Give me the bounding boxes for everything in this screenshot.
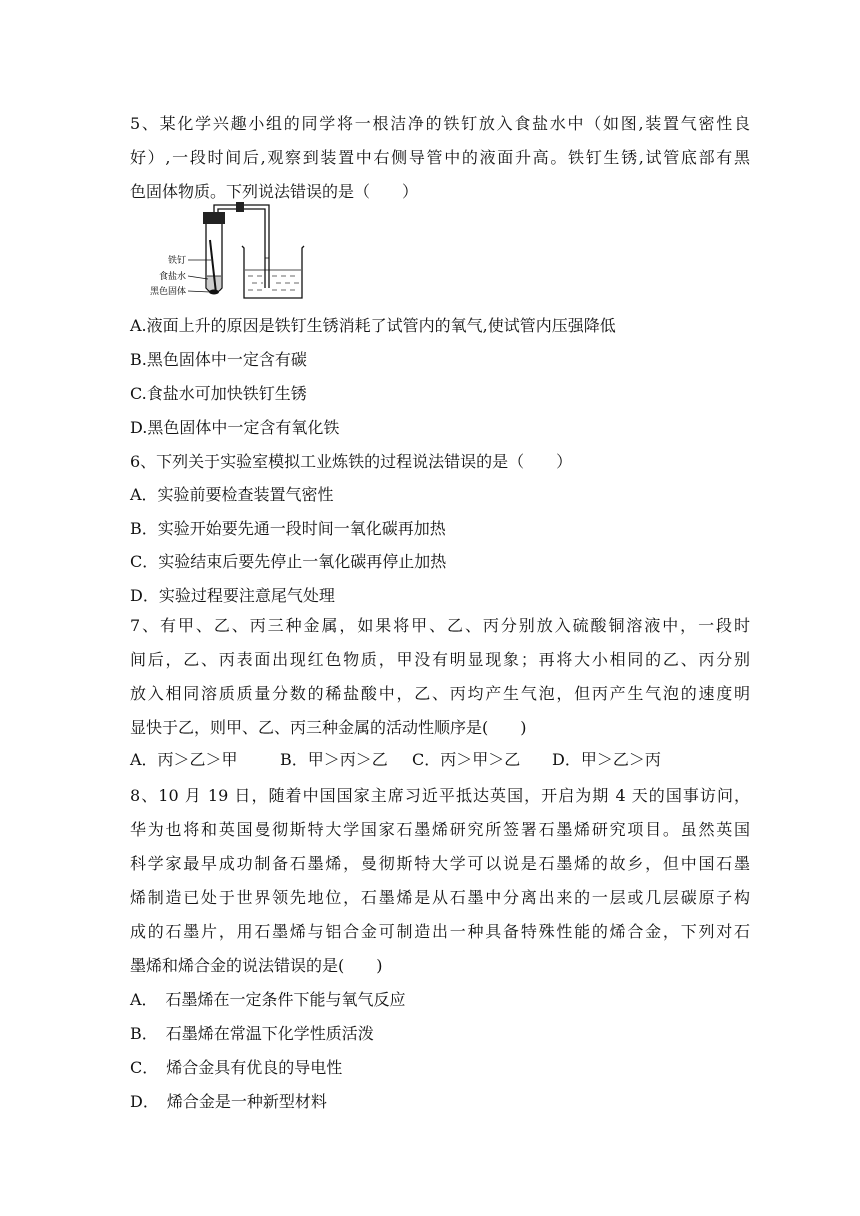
- q8-stem-line-4: 烯制造已处于世界领先地位，石墨烯是从石墨中分离出来的一层或几层碳原子构: [130, 888, 750, 907]
- q6-stem: 6、下列关于实验室模拟工业炼铁的过程说法错误的是（ ）: [130, 452, 573, 471]
- q5-stem-line-1: 5、某化学兴趣小组的同学将一根洁净的铁钉放入食盐水中（如图,装置气密性良: [130, 114, 750, 133]
- q8-stem-line-1: 8、10 月 19 日，随着中国国家主席习近平抵达英国，开启为期 4 天的国事访问，: [130, 786, 750, 805]
- q5-option-a: A.液面上升的原因是铁钉生锈消耗了试管内的氧气,使试管内压强降低: [130, 316, 616, 335]
- q7-stem-line-3: 放入相同溶质质量分数的稀盐酸中，乙、丙均产生气泡，但丙产生气泡的速度明: [130, 684, 750, 703]
- q8-option-c: C． 烯合金具有优良的导电性: [130, 1058, 343, 1077]
- q6-option-d: D．实验过程要注意尾气处理: [130, 586, 335, 605]
- q8-option-a: A． 石墨烯在一定条件下能与氧气反应: [130, 990, 406, 1009]
- q6-option-b: B．实验开始要先通一段时间一氧化碳再加热: [130, 519, 446, 538]
- label-salt-water: 食盐水: [158, 272, 186, 282]
- label-black-solid: 黑色固体: [149, 287, 186, 297]
- q8-option-b: B． 石墨烯在常温下化学性质活泼: [130, 1024, 374, 1043]
- q5-option-c: C.食盐水可加快铁钉生锈: [130, 384, 307, 403]
- q6-option-c: C．实验结束后要先停止一氧化碳再停止加热: [130, 552, 447, 571]
- rubber-stopper: [203, 212, 225, 224]
- q7-stem-line-1: 7、有甲、乙、丙三种金属，如果将甲、乙、丙分别放入硫酸铜溶液中，一段时: [130, 616, 750, 635]
- q8-stem-line-3: 科学家最早成功制备石墨烯，曼彻斯特大学可以说是石墨烯的故乡，但中国石墨: [130, 854, 750, 873]
- q7-stem-line-4: 显快于乙，则甲、乙、丙三种金属的活动性顺序是( ): [130, 718, 527, 737]
- water-in-beaker: [248, 276, 299, 290]
- q5-option-d: D.黑色固体中一定含有氧化铁: [130, 418, 340, 437]
- q7-stem-line-2: 间后，乙、丙表面出现红色物质，甲没有明显现象；再将大小相同的乙、丙分别: [130, 650, 750, 669]
- q7-option-b: B．甲＞丙＞乙: [280, 750, 388, 769]
- black-solid: [209, 290, 219, 295]
- q8-stem-line-5: 成的石墨片，用石墨烯与铝合金可制造出一种具备特殊性能的烯合金，下列对石: [130, 922, 750, 941]
- q7-option-a: A．丙＞乙＞甲: [130, 750, 238, 769]
- q7-option-c: C．丙＞甲＞乙: [412, 750, 521, 769]
- q7-option-d: D．甲＞乙＞丙: [552, 750, 661, 769]
- q6-option-a: A．实验前要检查装置气密性: [130, 485, 334, 504]
- q5-stem-line-3: 色固体物质。下列说法错误的是（ ）: [130, 182, 419, 201]
- rusting-apparatus-diagram: [140, 200, 340, 302]
- label-iron-nail: 铁钉: [167, 256, 186, 266]
- q8-stem-line-2: 华为也将和英国曼彻斯特大学国家石墨烯研究所签署石墨烯研究项目。虽然英国: [130, 820, 750, 839]
- q7-options-row: [130, 750, 661, 770]
- q8-stem-line-6: 墨烯和烯合金的说法错误的是( ): [130, 956, 383, 975]
- q8-option-d: D． 烯合金是一种新型材料: [130, 1092, 327, 1111]
- q5-stem-line-2: 好）,一段时间后,观察到装置中右侧导管中的液面升高。铁钉生锈,试管底部有黑: [130, 148, 750, 167]
- tube-clip: [236, 202, 244, 212]
- q5-option-b: B.黑色固体中一定含有碳: [130, 350, 307, 369]
